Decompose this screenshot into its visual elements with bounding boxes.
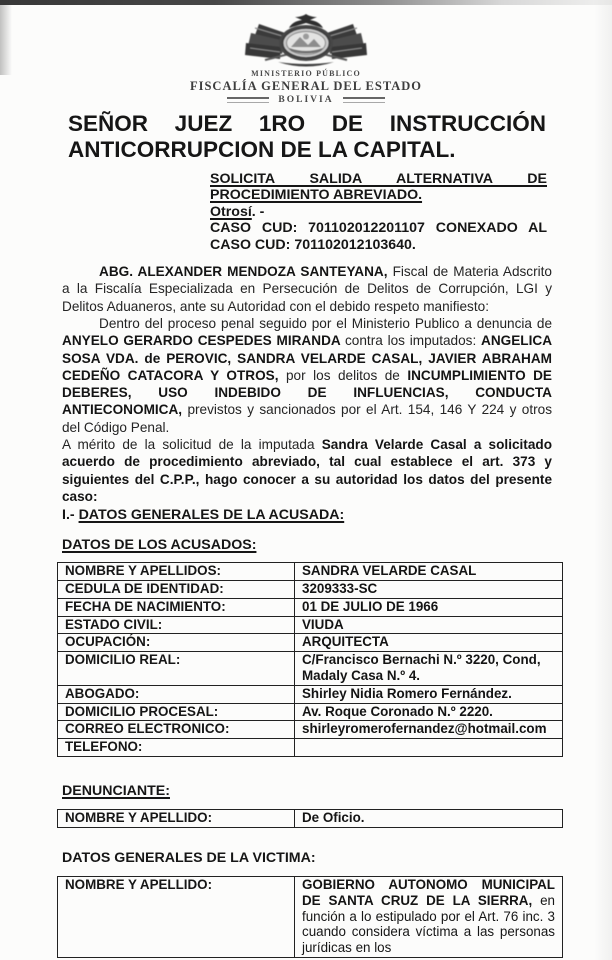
table-row [58, 598, 563, 616]
table-row [58, 580, 563, 598]
otrosi-label: Otrosí [210, 203, 252, 220]
complainant-heading: DENUNCIANTE: [62, 783, 170, 800]
text-segment: ARQUITECTA [302, 634, 389, 650]
section1-prefix: I.- [62, 507, 79, 524]
field-value [295, 652, 563, 686]
subject-otrosi-line [210, 204, 547, 220]
field-label: NOMBRE Y APELLIDO: [58, 810, 295, 828]
text-segment: De Oficio. [302, 810, 365, 826]
text-segment: A mérito de la solicitud de la imputada [62, 437, 322, 452]
scan-edge-artifact-right [594, 0, 612, 960]
field-label: NOMBRE Y APELLIDOS: [58, 563, 295, 581]
text-segment: 01 DE JULIO DE 1966 [302, 598, 439, 614]
scan-edge-artifact-top [0, 0, 612, 5]
addressee-title [68, 111, 546, 162]
field-label: CORREO ELECTRONICO: [58, 721, 295, 739]
text-segment: previstos y sancionados por el Art. 154, 146 Y 224 y otros del Código Penal. [62, 402, 552, 435]
text-segment: Shirley Nidia Romero Fernández. [302, 685, 512, 701]
scan-edge-artifact-left [0, 5, 12, 75]
text-segment: GOBIERNO AUTONOMO MUNICIPAL DE SANTA CRUZ DE LA SIERRA, [302, 876, 555, 908]
field-value [295, 739, 563, 757]
field-label: ESTADO CIVIL: [58, 616, 295, 634]
complainant-table [57, 809, 563, 828]
victim-table [57, 876, 563, 958]
field-label: ABOGADO: [58, 685, 295, 703]
text-segment: ABG. ALEXANDER MENDOZA SANTEYANA, [99, 264, 393, 280]
field-value [295, 685, 563, 703]
table-row [58, 810, 563, 828]
subject-case-line2: CASO CUD: 701102012103640. [210, 236, 416, 253]
subject-case-line1: CASO CUD: 701102012201107 CONEXADO AL [210, 220, 547, 237]
field-value [295, 616, 563, 634]
accused-data-table [57, 562, 563, 757]
text-segment: SANDRA VELARDE CASAL [302, 563, 477, 579]
rule-left [227, 97, 269, 103]
text-segment: ANGELICA SOSA VDA. de PEROVIC, SANDRA VELARDE CASAL, JAVIER ABRAHAM CEDEÑO CATACORA Y OTROS, [62, 333, 553, 383]
section1-title: DATOS GENERALES DE LA ACUSADA: [78, 507, 345, 524]
text-segment: INCUMPLIMIENTO DE DEBERES, USO INDEBIDO DE INFLUENCIAS, CONDUCTA ANTIECONOMICA, [62, 367, 552, 418]
subject-block [210, 171, 547, 253]
field-value [295, 810, 563, 828]
field-value [295, 703, 563, 721]
letterhead-ministry: MINISTERIO PÚBLICO [251, 69, 361, 78]
subject-request-line1: SOLICITA SALIDA ALTERNATIVA DE [210, 171, 547, 187]
text-segment: en función a lo estipulado por el Art. 76 inc. 3 cuando considera víctima a las personas jurídicas en los [302, 892, 555, 956]
table-row [58, 563, 563, 581]
paragraph-case-process [62, 315, 552, 436]
table-row [58, 703, 563, 721]
letterhead-country-row [0, 94, 612, 106]
addressee-line2: ANTICORRUPCION DE LA CAPITAL. [68, 136, 456, 162]
paragraph-merit-request [62, 436, 552, 505]
field-label: NOMBRE Y APELLIDO: [58, 876, 295, 957]
letterhead-country: BOLIVIA [278, 95, 334, 105]
accused-data-heading: DATOS DE LOS ACUSADOS: [62, 537, 257, 554]
bolivia-coat-of-arms-icon [231, 14, 381, 68]
field-value [295, 580, 563, 598]
field-value [295, 563, 563, 581]
otrosi-tail: . - [251, 203, 265, 220]
text-segment: por los delitos de [286, 367, 408, 383]
text-segment: VIUDA [302, 616, 344, 632]
field-label: CEDULA DE IDENTIDAD: [58, 580, 295, 598]
table-row [58, 634, 563, 652]
text-segment: Av. Roque Coronado N.º 2220. [302, 703, 493, 719]
text-segment: C/Francisco Bernachi N.º 3220, Cond, Madaly Casa N.º 4. [302, 652, 541, 683]
text-segment: shirleyromerofernandez@hotmail.com [302, 721, 547, 737]
field-label: DOMICILIO PROCESAL: [58, 703, 295, 721]
addressee-line1: SEÑOR JUEZ 1RO DE INSTRUCCIÓN [68, 111, 546, 136]
rule-right [343, 97, 385, 103]
field-label: FECHA DE NACIMIENTO: [58, 598, 295, 616]
paragraph-prosecutor-intro [62, 263, 552, 315]
table-row [58, 685, 563, 703]
section1-heading [62, 507, 612, 524]
table-row [58, 652, 563, 686]
victim-heading: DATOS GENERALES DE LA VICTIMA: [62, 849, 316, 866]
field-value [295, 721, 563, 739]
text-segment: ANYELO GERARDO CESPEDES MIRANDA [62, 333, 345, 349]
letterhead-institution: FISCALÍA GENERAL DEL ESTADO [189, 79, 423, 93]
document-body [62, 263, 552, 505]
table-row [58, 616, 563, 634]
text-segment: 3209333-SC [302, 580, 378, 596]
text-segment: contra los imputados: [345, 333, 482, 349]
text-segment: Fiscal de Materia Adscrito a la Fiscalía Especializada en Persecución de Delitos de Corrupción, LGI y Delitos Aduaneros, ante su Autoridad con el debido respeto manifiesto: [62, 264, 552, 314]
field-label: OCUPACIÓN: [58, 634, 295, 652]
table-row [58, 876, 563, 957]
table-row [58, 721, 563, 739]
field-value [295, 876, 563, 957]
table-row [58, 739, 563, 757]
letterhead [0, 0, 612, 106]
subject-request-line2: PROCEDIMIENTO ABREVIADO. [210, 187, 423, 204]
field-value [295, 634, 563, 652]
field-label: DOMICILIO REAL: [58, 652, 295, 686]
text-segment: Dentro del proceso penal seguido por el Ministerio Publico a denuncia de [99, 315, 552, 331]
field-value [295, 598, 563, 616]
field-label: TELEFONO: [58, 739, 295, 757]
text-segment: Sandra Velarde Casal a solicitado acuerdo de procedimiento abreviado, tal cual establece el art. 373 y siguientes del C.P.P., hago conocer a su autoridad los datos del presente caso: [62, 437, 553, 504]
